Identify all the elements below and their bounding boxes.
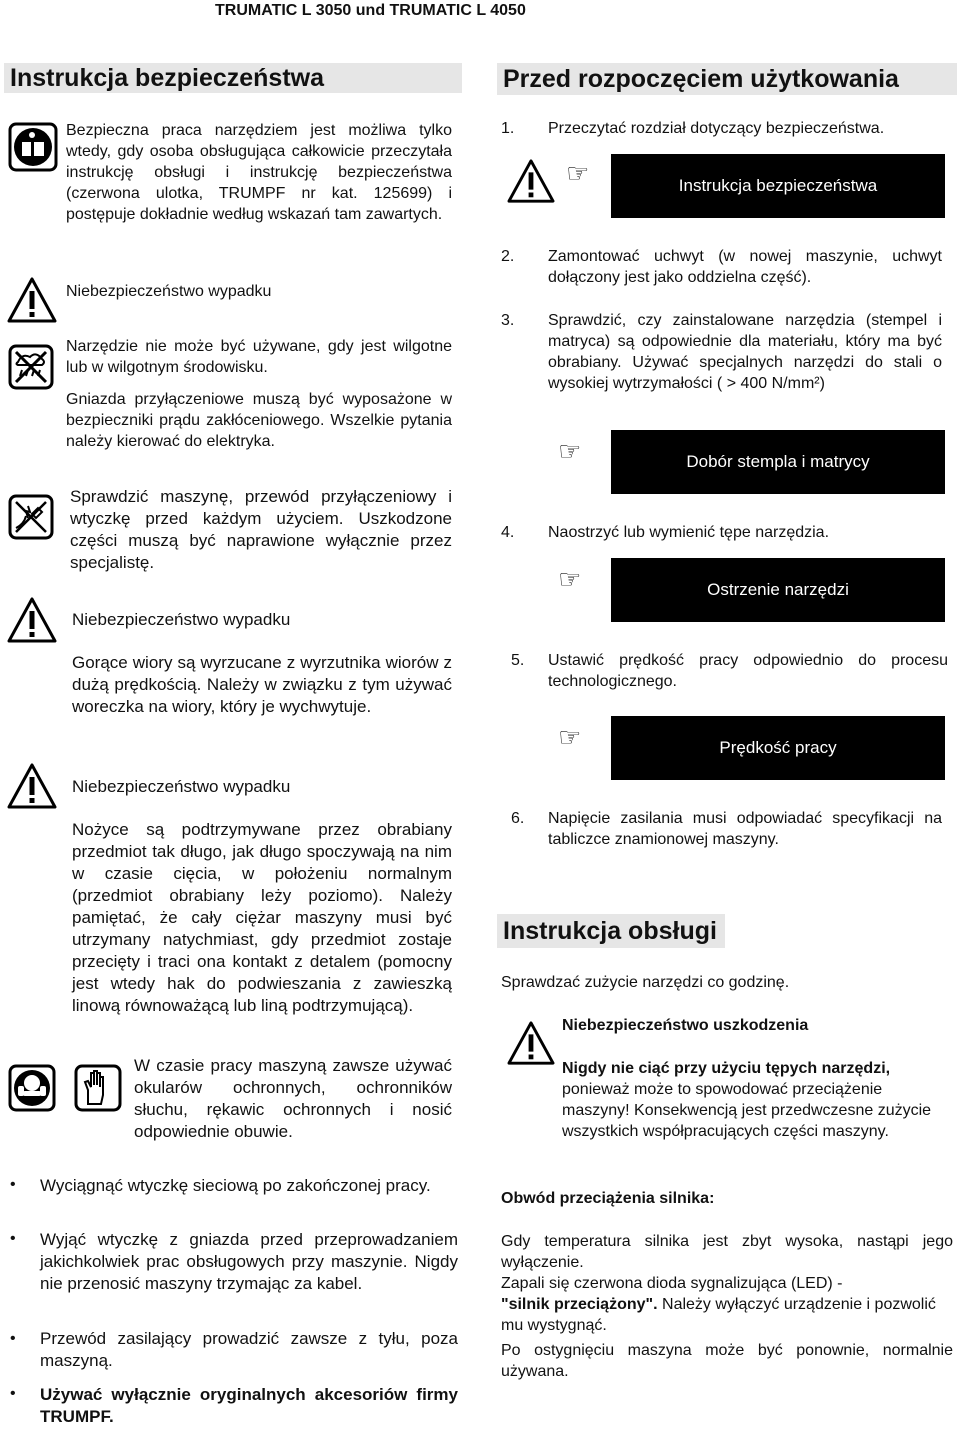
bullet-dot: • bbox=[10, 1176, 16, 1193]
step-number: 3. bbox=[501, 312, 515, 329]
pointing-hand-icon: ☞ bbox=[558, 722, 582, 752]
damaged-cable-icon bbox=[8, 494, 54, 540]
step-text: Sprawdzić, czy zainstalowane narzędzia (stempel i matryca) są odpowiednie dla materiału, który ma być obrabiany. Używać specjalnych narzędzi do stali o wysokiej wytrzymałości ( > 400 N/mm²) bbox=[548, 312, 942, 392]
step-text: Naostrzyć lub wymienić tępe narzędzia. bbox=[548, 524, 830, 541]
overload-text-2a: Zapali się czerwona dioda sygnalizująca (LED) - bbox=[501, 1275, 843, 1292]
operation-section-title: Instrukcja obsługi bbox=[497, 914, 725, 948]
step-number: 5. bbox=[511, 652, 525, 669]
bullet-dot: • bbox=[10, 1330, 16, 1347]
step-number: 6. bbox=[511, 810, 525, 827]
danger-heading-1: Niebezpieczeństwo wypadku bbox=[66, 283, 272, 300]
pointing-hand-icon: ☞ bbox=[558, 564, 582, 594]
warning-triangle-icon bbox=[506, 1020, 556, 1066]
bullet-item: Przewód zasilający prowadzić zawsze z tyłu, poza maszyną. bbox=[40, 1329, 458, 1370]
warning-triangle-icon bbox=[506, 158, 556, 204]
overload-text-2c: Należy wyłączyć urządzenie i pozwolić mu wystygnąć. bbox=[501, 1296, 936, 1334]
ref-box-punch-die: Dobór stempla i matrycy bbox=[611, 430, 945, 494]
overload-text-1: Gdy temperatura silnika jest zbyt wysoka, nastąpi jego wyłączenie. bbox=[501, 1233, 953, 1271]
shears-text: Nożyce są podtrzymywane przez obrabiany przedmiot tak długo, jak długo spoczywają na nim w czasie cięcia, w położeniu normalnym (przedmiot obrabiany leży poziomo). Należy pamiętać, że cały ciężar maszyny musi być utrzymany natychmiast, gdy przedmiot zostaje przecięty i traci ona kontakt z detalem (pomocny jest wtedy hak do podwieszania z zawieszką linową równoważącą lub liną podtrzymującą). bbox=[72, 820, 452, 1015]
step-number: 1. bbox=[501, 120, 515, 137]
warning-triangle-icon bbox=[6, 596, 58, 644]
overload-led-label: "silnik przeciążony". bbox=[501, 1296, 658, 1313]
left-section-title: Instrukcja bezpieczeństwa bbox=[4, 63, 462, 93]
sockets-text: Gniazda przyłączeniowe muszą być wyposażone w bezpieczniki prądu zakłóceniowego. Wszelkie pytania należy kierować do elektryka. bbox=[66, 391, 452, 450]
bullet-dot: • bbox=[10, 1230, 16, 1247]
overload-text-2 bbox=[501, 1294, 956, 1336]
page-header: TRUMATIC L 3050 und TRUMATIC L 4050 bbox=[215, 2, 526, 19]
danger-heading-2: Niebezpieczeństwo wypadku bbox=[72, 610, 291, 629]
intro-text: Bezpieczna praca narzędziem jest możliwa tylko wtedy, gdy osoba obsługująca całkowicie przeczytała instrukcję obsługi i instrukcję bezpieczeństwa (czerwona ulotka, TRUMPF nr kat. 125699) i postępuje dokładnie według wskazań tam zawartych. bbox=[66, 122, 452, 223]
ref-box-sharpening: Ostrzenie narzędzi bbox=[611, 558, 945, 622]
wear-text: Sprawdzać zużycie narzędzi co godzinę. bbox=[501, 974, 790, 991]
danger-heading-3: Niebezpieczeństwo wypadku bbox=[72, 777, 291, 796]
step-text: Przeczytać rozdział dotyczący bezpieczeństwa. bbox=[548, 120, 885, 137]
gloves-icon bbox=[74, 1064, 122, 1112]
goggles-ear-protection-icon bbox=[8, 1064, 56, 1112]
right-section-title: Przed rozpoczęciem użytkowania bbox=[497, 63, 957, 95]
pointing-hand-icon: ☞ bbox=[566, 158, 590, 188]
step-text: Ustawić prędkość pracy odpowiednio do procesu technologicznego. bbox=[548, 652, 948, 690]
damage-heading: Niebezpieczeństwo uszkodzenia bbox=[562, 1017, 809, 1034]
bullet-item: Wyciągnąć wtyczkę sieciową po zakończonej pracy. bbox=[40, 1176, 431, 1195]
overload-heading: Obwód przeciążenia silnika: bbox=[501, 1190, 715, 1207]
step-text: Napięcie zasilania musi odpowiadać specyfikacji na tabliczce znamionowej maszyny. bbox=[548, 810, 942, 848]
bullet-item: Wyjąć wtyczkę z gniazda przed przeprowadzaniem jakichkolwiek prac obsługowych przy maszynie. Nigdy nie przenosić maszyny trzymając za kabel. bbox=[40, 1230, 458, 1293]
ppe-text: W czasie pracy maszyną zawsze używać okularów ochronnych, ochronników słuchu, rękawic ochronnych i nosić odpowiednie obuwie. bbox=[134, 1056, 452, 1141]
overload-text-3: Po ostygnięciu maszyna może być ponownie, normalnie używana. bbox=[501, 1342, 953, 1380]
pointing-hand-icon: ☞ bbox=[558, 436, 582, 466]
wet-text: Narzędzie nie może być używane, gdy jest wilgotne lub w wilgotnym środowisku. bbox=[66, 338, 452, 376]
bullet-dot: • bbox=[10, 1385, 16, 1402]
ref-box-safety: Instrukcja bezpieczeństwa bbox=[611, 154, 945, 218]
step-number: 4. bbox=[501, 524, 515, 541]
check-text: Sprawdzić maszynę, przewód przyłączeniowy i wtyczkę przed każdym użyciem. Uszkodzone części muszą być naprawione wyłącznie przez specjalistę. bbox=[70, 487, 452, 572]
damage-bold-text: Nigdy nie ciąć przy użyciu tępych narzędzi, bbox=[562, 1060, 891, 1077]
warning-triangle-icon bbox=[6, 762, 58, 810]
read-manual-icon bbox=[8, 122, 58, 172]
warning-triangle-icon bbox=[6, 276, 58, 324]
step-number: 2. bbox=[501, 248, 515, 265]
damage-text: ponieważ może to spowodować przeciążenie maszyny! Konsekwencją jest przedwczesne zużycie wszystkich współpracujących części maszyny. bbox=[562, 1081, 932, 1140]
step-text: Zamontować uchwyt (w nowej maszynie, uchwyt dołączony jest jako oddzielna część). bbox=[548, 248, 942, 286]
no-wet-environment-icon bbox=[8, 344, 54, 390]
ref-box-speed: Prędkość pracy bbox=[611, 716, 945, 780]
bullet-item: Używać wyłącznie oryginalnych akcesoriów firmy TRUMPF. bbox=[40, 1385, 458, 1426]
chips-text: Gorące wiory są wyrzucane z wyrzutnika wiorów z dużą prędkością. Należy w związku z tym używać woreczka na wiory, który je wychwytuje. bbox=[72, 653, 452, 716]
